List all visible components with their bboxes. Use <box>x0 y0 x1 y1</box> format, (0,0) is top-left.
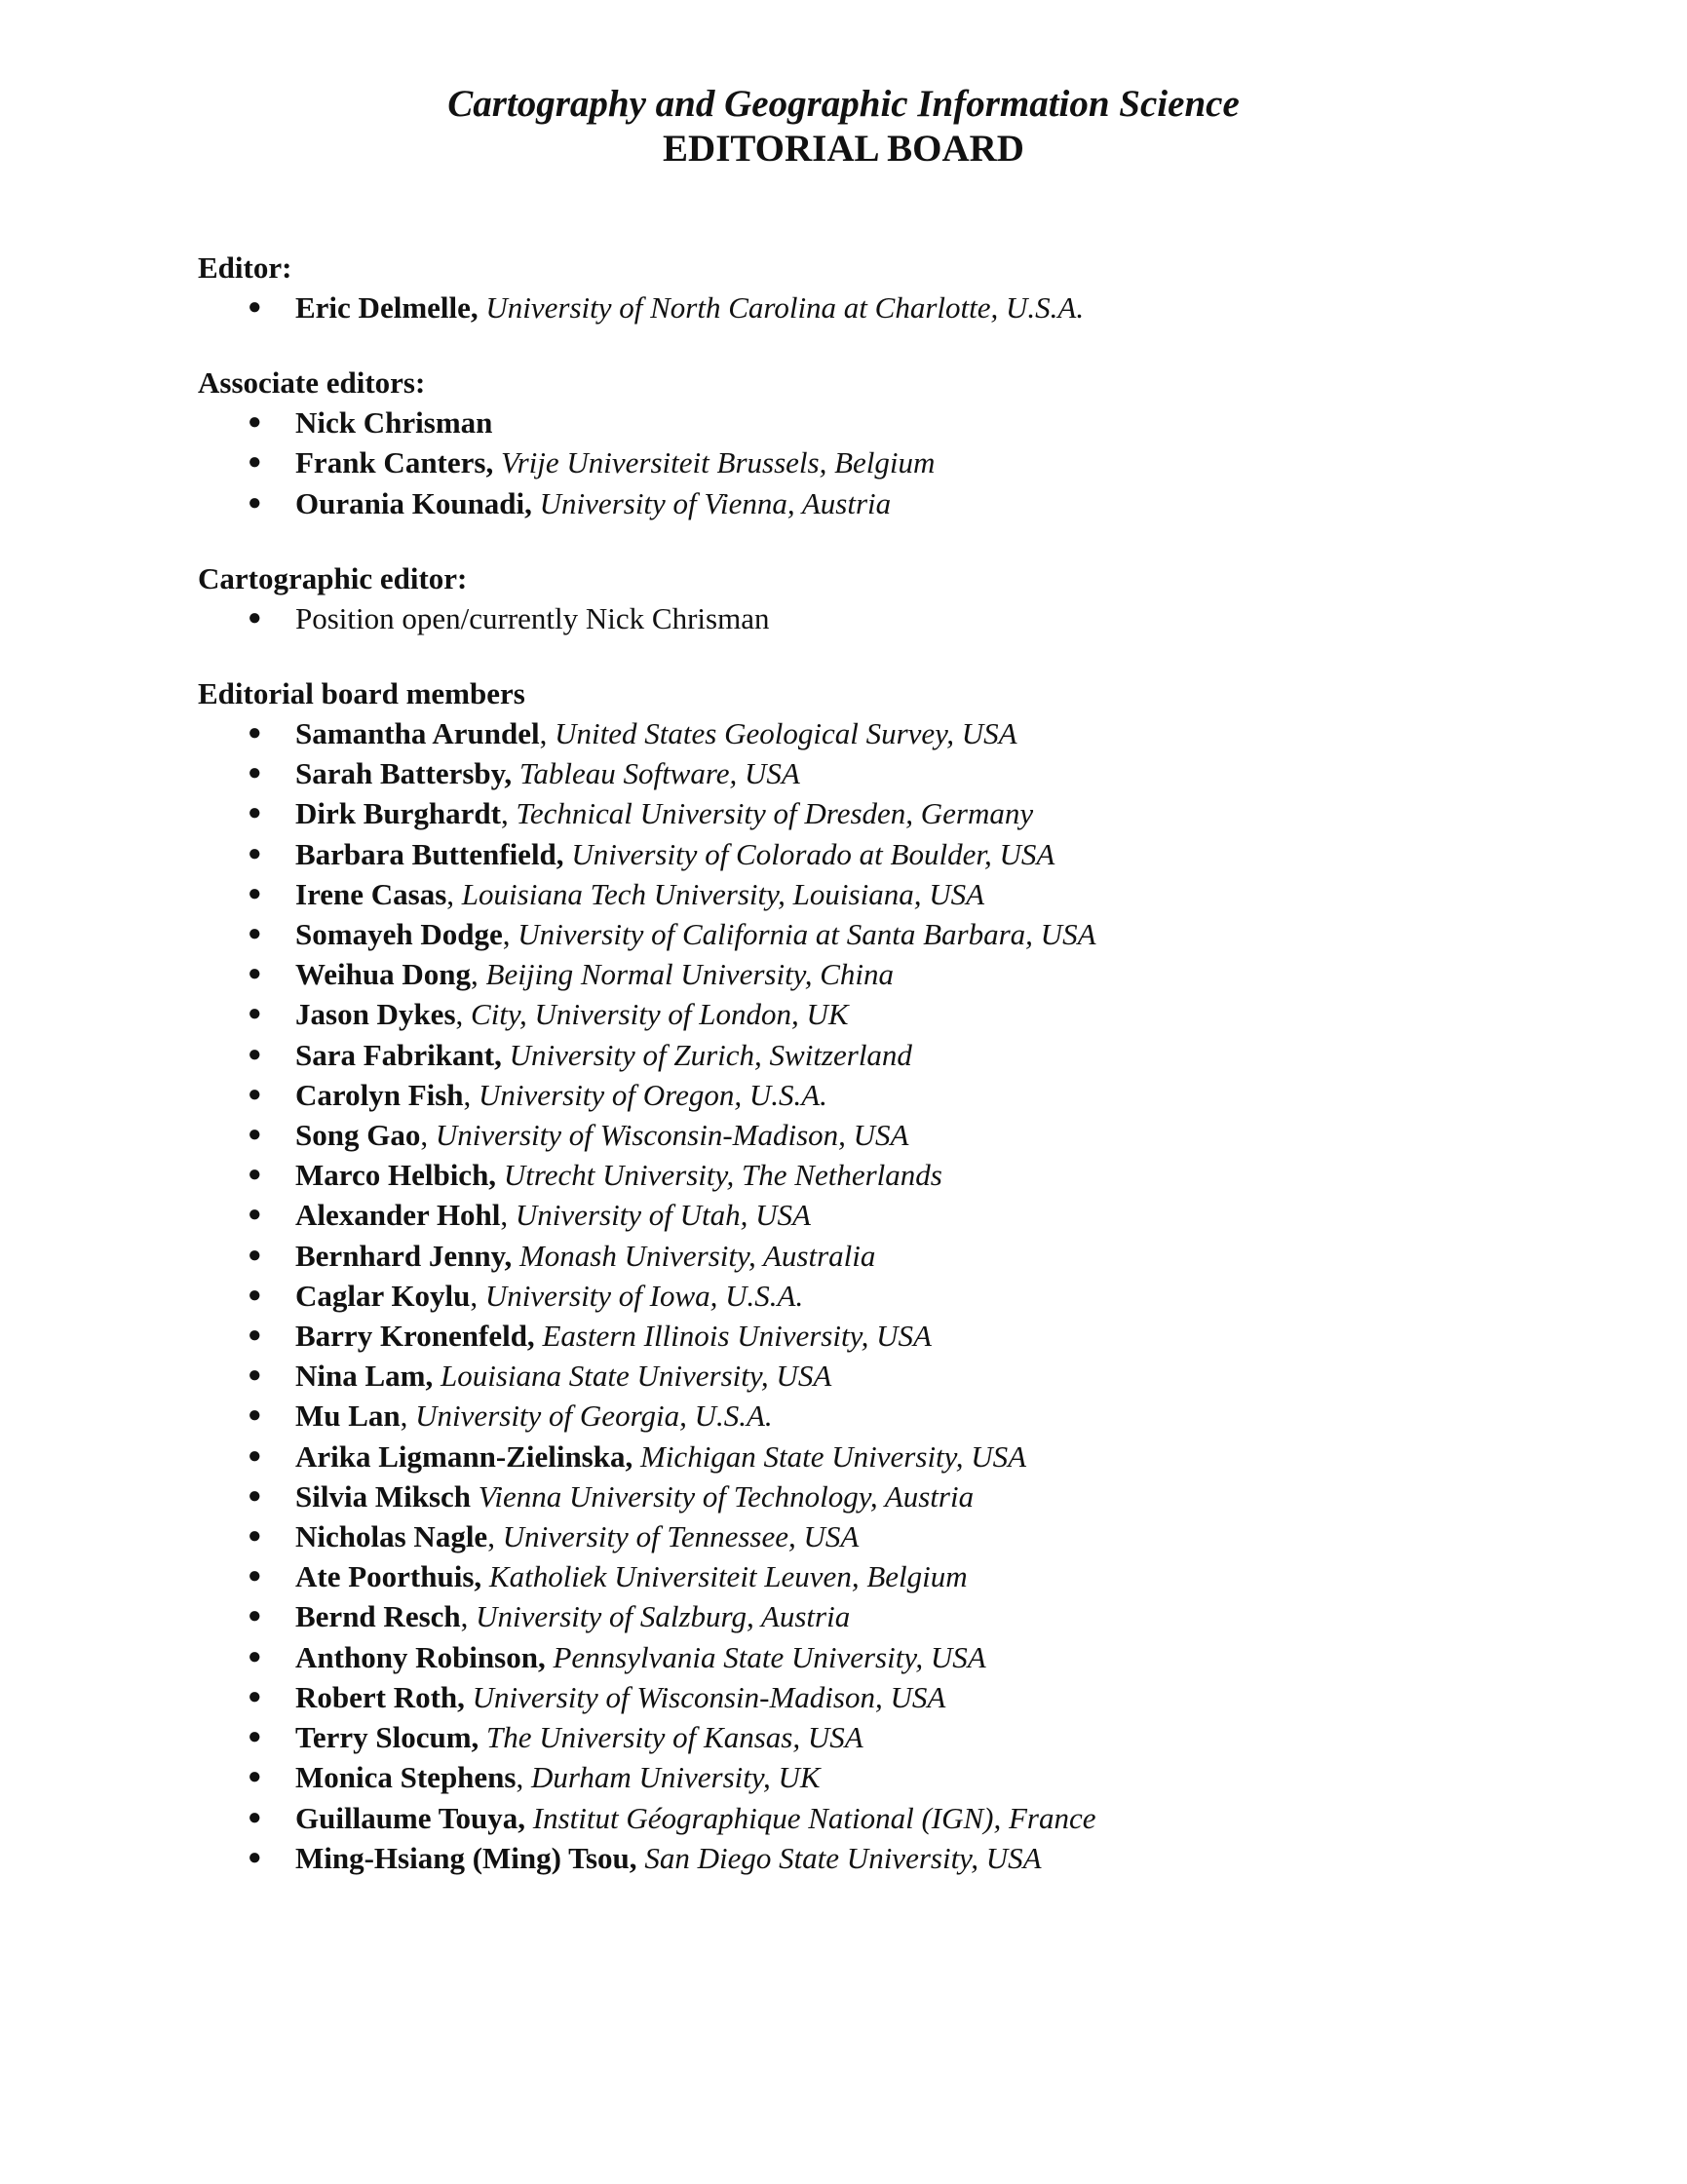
bullet-icon: ● <box>248 489 262 516</box>
bullet-icon: ● <box>248 1643 262 1669</box>
list-item <box>198 713 1543 753</box>
list-item <box>198 1276 1543 1316</box>
bullet-icon: ● <box>248 1563 262 1590</box>
name-separator: , <box>446 876 455 911</box>
journal-title: Cartography and Geographic Information Science <box>447 83 1240 125</box>
list-item <box>198 1075 1543 1115</box>
member-affiliation: San Diego State University, USA <box>636 1840 1042 1875</box>
bullet-icon: ● <box>248 1242 262 1268</box>
list-item <box>198 1516 1543 1556</box>
list-item <box>198 442 1543 482</box>
member-name: Samantha Arundel <box>295 716 540 751</box>
member-affiliation: University of Salzburg, Austria <box>468 1599 851 1634</box>
bullet-icon: ● <box>248 880 262 906</box>
name-separator: , <box>539 716 548 751</box>
name-separator: , <box>455 997 464 1032</box>
cartographic-editor-list <box>198 598 1543 638</box>
bullet-icon: ● <box>248 961 262 987</box>
bullet-icon: ● <box>248 1122 262 1148</box>
bullet-icon: ● <box>248 760 262 786</box>
member-name: Barbara Buttenfield, <box>295 836 564 871</box>
member-affiliation: University of Oregon, U.S.A. <box>471 1077 827 1112</box>
bullet-icon: ● <box>248 840 262 866</box>
member-name: Terry Slocum, <box>295 1720 479 1755</box>
member-name: Carolyn Fish <box>295 1077 464 1112</box>
member-affiliation: University of California at Santa Barbara, USA <box>510 917 1096 952</box>
cartographic-editor-section <box>198 558 1543 638</box>
member-affiliation: The University of Kansas, USA <box>479 1720 863 1755</box>
bullet-icon: ● <box>248 800 262 826</box>
member-name: Sara Fabrikant, <box>295 1037 502 1072</box>
section-heading-cartographic-editor: Cartographic editor: <box>198 560 468 595</box>
bullet-icon: ● <box>248 1844 262 1870</box>
bullet-icon: ● <box>248 604 262 631</box>
bullet-icon: ● <box>248 294 262 320</box>
member-name: Weihua Dong <box>295 957 472 992</box>
list-item <box>198 402 1543 442</box>
member-name: Arika Ligmann-Zielinska, <box>295 1438 633 1474</box>
member-affiliation: United States Geological Survey, USA <box>547 716 1017 751</box>
list-item <box>198 994 1543 1034</box>
bullet-icon: ● <box>248 1482 262 1509</box>
member-affiliation: City, University of London, UK <box>463 997 849 1032</box>
bullet-icon: ● <box>248 1041 262 1067</box>
associate-editors-list <box>198 402 1543 523</box>
name-separator: , <box>460 1599 469 1634</box>
list-item <box>198 1316 1543 1356</box>
list-item <box>198 1596 1543 1636</box>
member-affiliation: University of Wisconsin-Madison, USA <box>464 1679 946 1714</box>
list-item <box>198 1437 1543 1476</box>
member-name: Sarah Battersby, <box>295 756 513 791</box>
member-affiliation: University of Iowa, U.S.A. <box>478 1278 804 1313</box>
list-item <box>198 1637 1543 1677</box>
list-item <box>198 874 1543 914</box>
list-item <box>198 483 1543 523</box>
member-name: Robert Roth, <box>295 1679 465 1714</box>
list-item <box>198 1195 1543 1235</box>
list-item <box>198 1115 1543 1155</box>
list-item <box>198 1396 1543 1436</box>
member-affiliation: Utrecht University, The Netherlands <box>496 1158 942 1193</box>
name-separator: , <box>502 917 511 952</box>
member-affiliation: Louisiana Tech University, Louisiana, USA <box>454 876 985 911</box>
member-affiliation: Vrije Universiteit Brussels, Belgium <box>493 445 936 480</box>
document-body <box>198 248 1543 1913</box>
bullet-icon: ● <box>248 720 262 747</box>
member-name: Song Gao <box>295 1118 421 1153</box>
member-affiliation: Durham University, UK <box>523 1760 821 1795</box>
member-affiliation: Pennsylvania State University, USA <box>545 1639 986 1674</box>
member-affiliation: Michigan State University, USA <box>633 1438 1027 1474</box>
list-item <box>198 954 1543 994</box>
member-name: Silvia Miksch <box>295 1478 472 1513</box>
section-heading-associate-editors: Associate editors: <box>198 365 426 401</box>
bullet-icon: ● <box>248 1162 262 1188</box>
member-name: Nick Chrisman <box>295 405 493 441</box>
member-name: Eric Delmelle, <box>295 290 479 325</box>
list-item <box>198 1236 1543 1276</box>
member-name: Monica Stephens <box>295 1760 517 1795</box>
name-separator: , <box>470 1278 479 1313</box>
name-separator: , <box>516 1760 524 1795</box>
bullet-icon: ● <box>248 1081 262 1107</box>
list-item <box>198 1155 1543 1195</box>
member-affiliation: University of Georgia, U.S.A. <box>407 1399 773 1434</box>
bullet-icon: ● <box>248 1764 262 1790</box>
bullet-icon: ● <box>248 1442 262 1469</box>
member-affiliation: University of North Carolina at Charlotte, U.S.A. <box>478 290 1085 325</box>
member-name: Nicholas Nagle <box>295 1519 488 1554</box>
list-item <box>198 1035 1543 1075</box>
member-affiliation: University of Vienna, Austria <box>531 485 892 520</box>
member-name: Ourania Kounadi, <box>295 485 532 520</box>
list-item <box>198 1476 1543 1516</box>
name-separator: , <box>487 1519 495 1554</box>
member-affiliation: University of Tennessee, USA <box>494 1519 860 1554</box>
member-name: Marco Helbich, <box>295 1158 497 1193</box>
member-name: Anthony Robinson, <box>295 1639 546 1674</box>
list-item <box>198 1677 1543 1717</box>
member-name: Alexander Hohl <box>295 1198 501 1233</box>
title-block <box>0 82 1687 172</box>
bullet-icon: ● <box>248 1523 262 1550</box>
member-affiliation: University of Zurich, Switzerland <box>501 1037 912 1072</box>
member-name: Frank Canters, <box>295 445 494 480</box>
board-title: EDITORIAL BOARD <box>663 128 1024 170</box>
member-name: Caglar Koylu <box>295 1278 471 1313</box>
member-name: Irene Casas <box>295 876 447 911</box>
member-name: Guillaume Touya, <box>295 1800 526 1835</box>
name-separator: , <box>463 1077 472 1112</box>
bullet-icon: ● <box>248 1402 262 1429</box>
list-item <box>198 753 1543 793</box>
editor-list <box>198 287 1543 327</box>
bullet-icon: ● <box>248 1603 262 1629</box>
list-item <box>198 598 1543 638</box>
member-name: Nina Lam, <box>295 1359 434 1394</box>
associate-editors-section <box>198 363 1543 523</box>
member-name: Bernd Resch <box>295 1599 461 1634</box>
member-name: Barry Kronenfeld, <box>295 1319 535 1354</box>
member-name: Dirk Burghardt <box>295 796 501 831</box>
member-affiliation: Monash University, Australia <box>512 1238 876 1273</box>
member-name: Bernhard Jenny, <box>295 1238 513 1273</box>
list-item <box>198 1717 1543 1757</box>
member-affiliation: Institut Géographique National (IGN), France <box>525 1800 1096 1835</box>
bullet-icon: ● <box>248 1683 262 1709</box>
bullet-icon: ● <box>248 1282 262 1308</box>
section-heading-editor: Editor: <box>198 250 292 285</box>
bullet-icon: ● <box>248 449 262 476</box>
member-affiliation: Louisiana State University, USA <box>433 1359 832 1394</box>
member-affiliation: University of Colorado at Boulder, USA <box>563 836 1055 871</box>
member-name: Ate Poorthuis, <box>295 1559 482 1594</box>
list-item <box>198 1798 1543 1838</box>
bullet-icon: ● <box>248 409 262 436</box>
member-affiliation: Vienna University of Technology, Austria <box>471 1478 975 1513</box>
entry-text: Position open/currently Nick Chrisman <box>295 600 770 635</box>
bullet-icon: ● <box>248 1001 262 1027</box>
name-separator: , <box>500 1198 509 1233</box>
list-item <box>198 914 1543 954</box>
list-item <box>198 1838 1543 1878</box>
member-affiliation: Tableau Software, USA <box>512 756 800 791</box>
editor-section <box>198 248 1543 327</box>
bullet-icon: ● <box>248 1202 262 1228</box>
board-members-section <box>198 673 1543 1878</box>
member-affiliation: Eastern Illinois University, USA <box>534 1319 932 1354</box>
list-item <box>198 287 1543 327</box>
bullet-icon: ● <box>248 1362 262 1389</box>
name-separator: , <box>400 1399 408 1434</box>
bullet-icon: ● <box>248 1724 262 1750</box>
member-affiliation: University of Wisconsin-Madison, USA <box>428 1118 909 1153</box>
member-affiliation: Katholiek Universiteit Leuven, Belgium <box>481 1559 968 1594</box>
member-affiliation: Technical University of Dresden, Germany <box>508 796 1034 831</box>
name-separator: , <box>471 957 479 992</box>
list-item <box>198 1356 1543 1396</box>
section-heading-board-members: Editorial board members <box>198 676 525 711</box>
member-name: Ming-Hsiang (Ming) Tsou, <box>295 1840 637 1875</box>
list-item <box>198 793 1543 833</box>
name-separator: , <box>420 1118 429 1153</box>
list-item <box>198 1556 1543 1596</box>
board-members-list <box>198 713 1543 1878</box>
member-name: Jason Dykes <box>295 997 456 1032</box>
list-item <box>198 1757 1543 1797</box>
member-name: Mu Lan <box>295 1399 401 1434</box>
list-item <box>198 834 1543 874</box>
bullet-icon: ● <box>248 1804 262 1830</box>
member-name: Somayeh Dodge <box>295 917 503 952</box>
name-separator: , <box>501 796 509 831</box>
bullet-icon: ● <box>248 921 262 947</box>
member-affiliation: Beijing Normal University, China <box>478 957 895 992</box>
bullet-icon: ● <box>248 1322 262 1349</box>
member-affiliation: University of Utah, USA <box>508 1198 811 1233</box>
